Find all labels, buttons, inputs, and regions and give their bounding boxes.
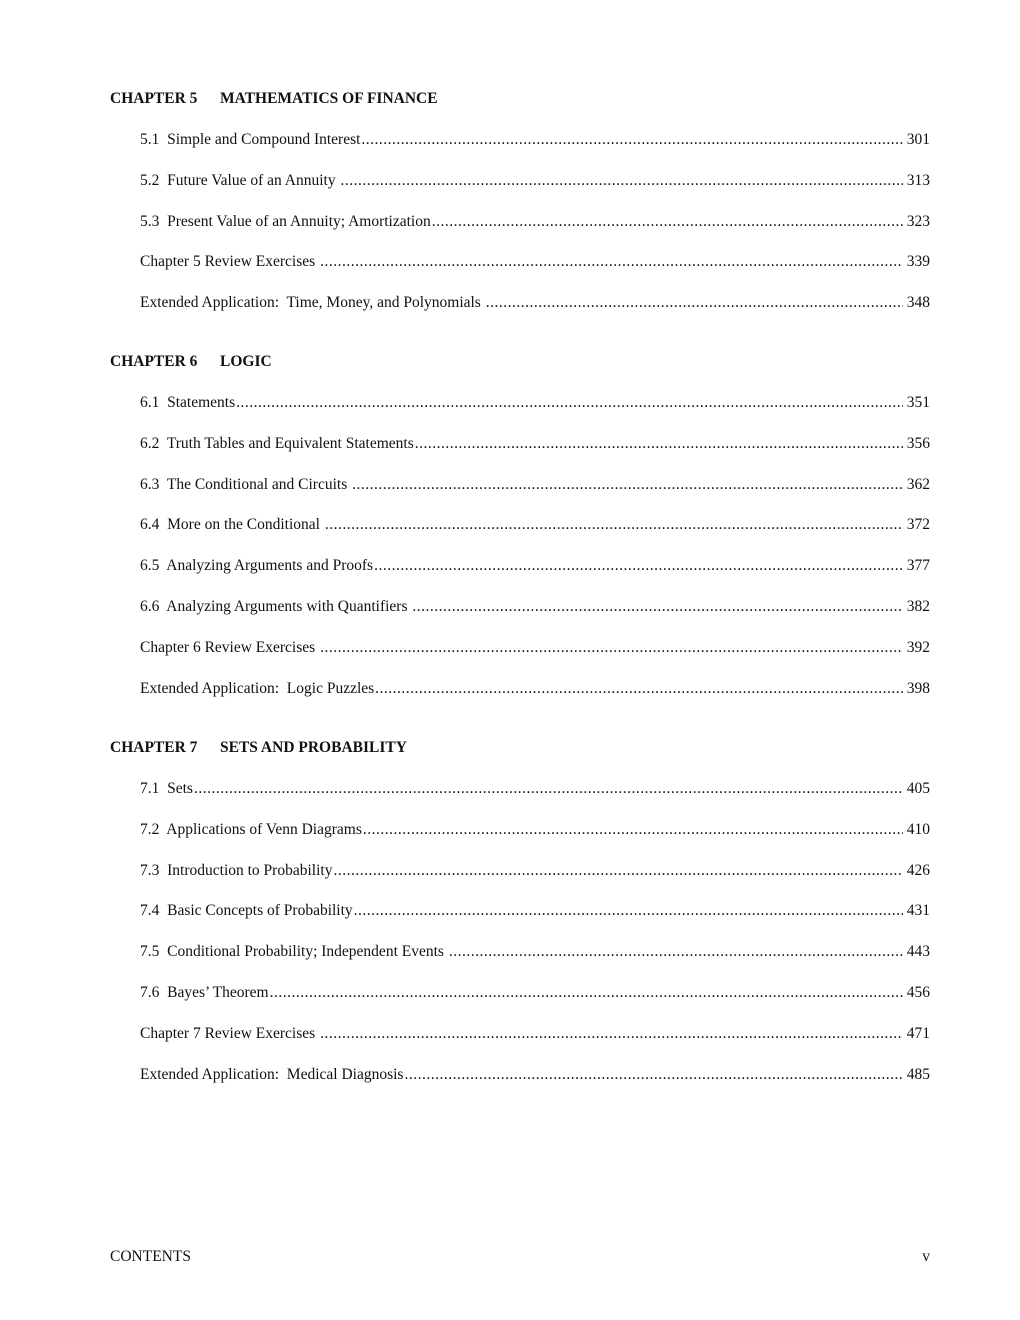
chapter-heading [110,88,930,110]
toc-entry[interactable] [140,860,930,882]
chapter-title: MATHEMATICS OF FINANCE [220,90,438,107]
entry-page-number: 405 [906,780,930,797]
chapter-7-section [110,737,930,1104]
toc-entry[interactable] [140,474,930,496]
toc-entries [110,778,930,1086]
toc-entry[interactable] [140,1064,930,1086]
dot-leader [363,819,903,841]
entry-label: 7.3 Introduction to Probability [140,861,333,879]
entry-label: 6.2 Truth Tables and Equivalent Statements [140,434,414,452]
chapter-title: LOGIC [220,353,272,370]
toc-entry[interactable] [140,392,930,414]
dot-leader [352,474,903,496]
dot-leader [404,1064,903,1086]
toc-entry[interactable] [140,211,930,233]
page-footer [110,1246,930,1268]
entry-label: 7.1 Sets [140,780,193,797]
dot-leader [236,392,903,414]
chapter-number: CHAPTER 5 [110,90,198,107]
entry-page-number: 431 [906,902,930,920]
entry-label: 7.5 Conditional Probability; Independent Events [140,943,448,961]
chapter-number: CHAPTER 7 [110,739,198,756]
dot-leader [374,555,903,577]
entry-page-number: 410 [906,820,930,838]
toc-entry[interactable] [140,941,930,963]
dot-leader [449,941,903,963]
entry-label: 5.2 Future Value of an Annuity [140,171,340,189]
entry-page-number: 339 [906,253,930,271]
entry-page-number: 392 [906,638,930,656]
toc-entry[interactable] [140,678,930,700]
dot-leader [412,596,903,618]
entry-label: 6.4 More on the Conditional [140,516,324,534]
chapter-number: CHAPTER 6 [110,353,198,370]
entry-label: Extended Application: Medical Diagnosis [140,1065,404,1083]
entry-page-number: 398 [906,679,930,697]
dot-leader [325,514,903,536]
entry-page-number: 372 [906,516,930,534]
entry-label: 5.3 Present Value of an Annuity; Amortization [140,212,431,230]
footer-page-number: v [922,1248,930,1265]
chapter-5-section [110,88,930,333]
toc-entries [110,392,930,700]
dot-leader [270,982,903,1004]
entry-page-number: 362 [906,475,930,493]
dot-leader [320,251,903,273]
dot-leader [432,211,903,233]
toc-entry[interactable] [140,778,930,800]
toc-entry[interactable] [140,251,930,273]
entry-label: Chapter 7 Review Exercises [140,1024,320,1042]
dot-leader [333,860,903,882]
entry-label: Chapter 5 Review Exercises [140,253,320,271]
toc-entry[interactable] [140,596,930,618]
toc-entry[interactable] [140,433,930,455]
toc-entry[interactable] [140,900,930,922]
dot-leader [375,678,903,700]
chapter-6-section [110,351,930,718]
entry-label: 7.6 Bayes’ Theorem [140,983,269,1001]
entry-page-number: 348 [906,294,930,312]
toc-entries [110,129,930,314]
entry-page-number: 356 [906,434,930,452]
entry-label: 6.1 Statements [140,394,236,411]
entry-page-number: 471 [906,1024,930,1042]
toc-entry[interactable] [140,555,930,577]
toc-entry[interactable] [140,637,930,659]
entry-label: Extended Application: Logic Puzzles [140,679,375,697]
chapter-heading [110,351,930,373]
entry-page-number: 313 [906,171,930,189]
dot-leader [194,778,903,800]
dot-leader [486,292,903,314]
dot-leader [354,900,903,922]
chapter-title: SETS AND PROBABILITY [220,739,407,756]
toc-entry[interactable] [140,982,930,1004]
toc-entry[interactable] [140,170,930,192]
entry-page-number: 323 [906,212,930,230]
entry-label: 6.5 Analyzing Arguments and Proofs [140,557,374,575]
toc-entry[interactable] [140,819,930,841]
entry-label: 6.3 The Conditional and Circuits [140,475,352,493]
dot-leader [415,433,903,455]
entry-label: 6.6 Analyzing Arguments with Quantifiers [140,597,412,615]
entry-label: 5.1 Simple and Compound Interest [140,131,361,148]
entry-page-number: 485 [906,1065,930,1083]
toc-entry[interactable] [140,129,930,151]
entry-page-number: 443 [906,943,930,961]
toc-entry[interactable] [140,1023,930,1045]
toc-entry[interactable] [140,292,930,314]
entry-page-number: 426 [906,861,930,879]
dot-leader [320,1023,903,1045]
toc-entry[interactable] [140,514,930,536]
entry-page-number: 456 [906,983,930,1001]
entry-page-number: 377 [906,557,930,575]
dot-leader [361,129,903,151]
entry-page-number: 351 [906,394,930,411]
entry-label: 7.4 Basic Concepts of Probability [140,902,353,920]
footer-section-label: CONTENTS [110,1248,191,1265]
chapter-heading [110,737,930,759]
dot-leader [320,637,903,659]
dot-leader [340,170,903,192]
entry-label: Chapter 6 Review Exercises [140,638,320,656]
entry-page-number: 301 [906,131,930,148]
entry-label: 7.2 Applications of Venn Diagrams [140,820,362,838]
entry-label: Extended Application: Time, Money, and Polynomials [140,294,485,312]
entry-page-number: 382 [906,597,930,615]
